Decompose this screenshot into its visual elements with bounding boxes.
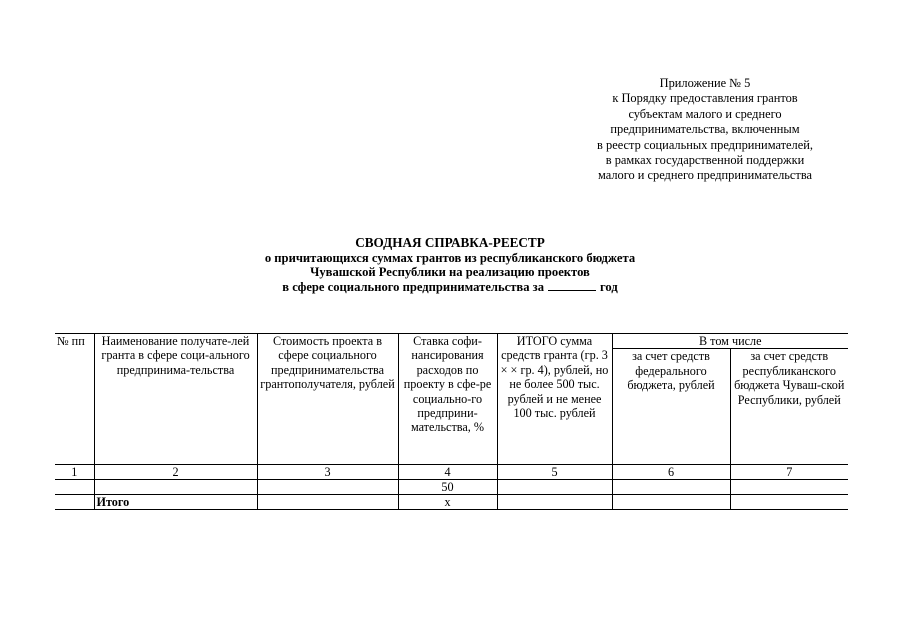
column-number: 4	[398, 465, 497, 480]
column-number: 1	[55, 465, 94, 480]
table-cell	[612, 495, 730, 510]
header-total-grant: ИТОГО сумма средств гранта (гр. 3 × × гр. 4), рублей, но не более 500 тыс. рублей и не менее 100 тыс. рублей	[497, 334, 612, 465]
table-cell	[257, 495, 398, 510]
table-cell	[612, 480, 730, 495]
column-number: 5	[497, 465, 612, 480]
table-cell	[55, 480, 94, 495]
header-recipient-name: Наименование получате-лей гранта в сфере соци-ального предпринима-тельства	[94, 334, 257, 465]
table-cell	[730, 480, 848, 495]
title-line-4	[150, 280, 750, 295]
appendix-line: к Порядку предоставления грантов	[612, 91, 798, 106]
appendix-block	[560, 76, 850, 184]
appendix-line: малого и среднего предпринимательства	[597, 168, 813, 183]
appendix-line: предпринимательства, включенным	[610, 122, 800, 137]
header-federal-budget: за счет средств федерального бюджета, рублей	[612, 349, 730, 465]
header-cofinancing-rate: Ставка софи-нансирования расходов по проекту в сфе-ре социально-го предприни-мательства, %	[398, 334, 497, 465]
title-line-4-suffix: год	[600, 279, 618, 294]
table-cell	[94, 480, 257, 495]
appendix-line: Приложение № 5	[659, 76, 751, 90]
title-line-2: о причитающихся суммах грантов из республиканского бюджета	[264, 250, 636, 265]
title-line-4-prefix: в сфере социального предпринимательства за	[282, 279, 545, 294]
title-main: СВОДНАЯ СПРАВКА-РЕЕСТР	[355, 235, 545, 250]
header-number: № пп	[55, 334, 94, 465]
column-number: 6	[612, 465, 730, 480]
table-cell	[730, 495, 848, 510]
year-blank-line	[548, 280, 596, 291]
total-rate-cell: х	[398, 495, 497, 510]
registry-table	[55, 333, 848, 510]
table-cell	[55, 495, 94, 510]
table-cell	[497, 480, 612, 495]
rate-cell: 50	[398, 480, 497, 495]
header-republic-budget: за счет средств республиканского бюджета Чуваш-ской Республики, рублей	[730, 349, 848, 465]
table-row	[55, 480, 848, 495]
column-number: 7	[730, 465, 848, 480]
header-project-cost: Стоимость проекта в сфере социального предпринимательства грантополучателя, рублей	[257, 334, 398, 465]
document-title	[150, 236, 750, 294]
total-label: Итого	[94, 495, 257, 510]
column-number: 2	[94, 465, 257, 480]
appendix-line: субъектам малого и среднего	[628, 106, 782, 121]
title-line-3: Чувашской Республики на реализацию проектов	[310, 265, 590, 280]
table-header-row	[55, 334, 848, 349]
column-number: 3	[257, 465, 398, 480]
total-row	[55, 495, 848, 510]
appendix-line: в реестр социальных предпринимателей,	[597, 137, 813, 152]
appendix-line: в рамках государственной поддержки	[605, 153, 805, 168]
table-cell	[257, 480, 398, 495]
table-cell	[497, 495, 612, 510]
header-including-group: В том числе	[612, 334, 848, 349]
column-number-row	[55, 465, 848, 480]
